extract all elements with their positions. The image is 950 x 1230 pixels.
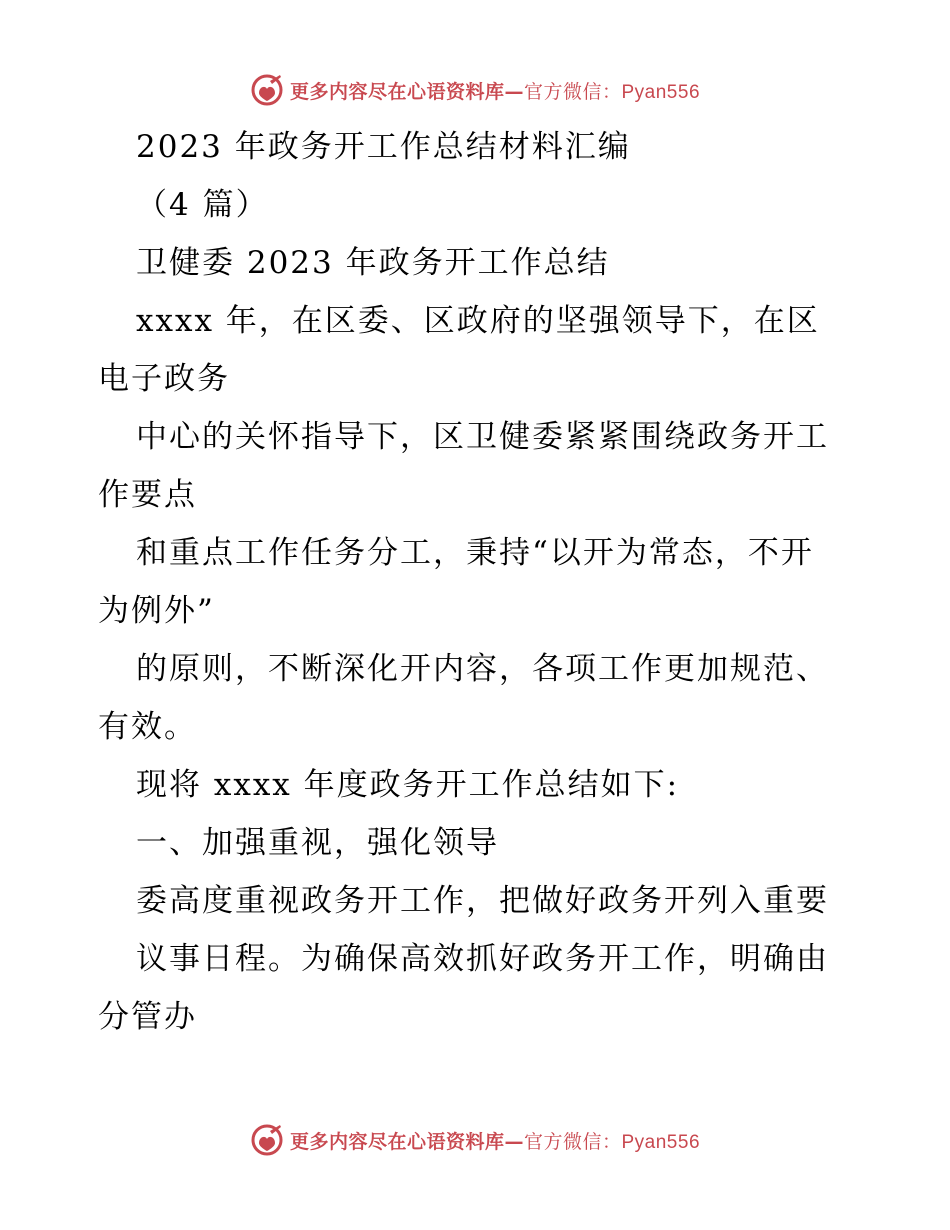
- document-title: 2023 年政务开工作总结材料汇编: [136, 129, 631, 165]
- heart-pen-logo-icon: [250, 1123, 284, 1157]
- body-line: 中心的关怀指导下，区卫健委紧紧围绕政务开工: [136, 419, 829, 455]
- watermark-wechat-id: Pyan556: [621, 81, 701, 103]
- body-line: 有效。: [98, 709, 197, 745]
- watermark-main-text: 更多内容尽在心语资料库: [289, 80, 505, 103]
- watermark-wechat-label: 官方微信：: [523, 1130, 622, 1153]
- footer-watermark-banner: [0, 1120, 950, 1160]
- body-line: 分管办: [98, 999, 197, 1035]
- body-line: 现将 xxxx 年度政务开工作总结如下:: [136, 767, 680, 803]
- body-line: 的原则，不断深化开内容，各项工作更加规范、: [136, 651, 829, 687]
- watermark-separator: —: [504, 1130, 524, 1153]
- body-line: 和重点工作任务分工，秉持“以开为常态，不开: [136, 535, 814, 571]
- watermark-main-text: 更多内容尽在心语资料库: [289, 1130, 505, 1153]
- header-watermark-banner: [0, 70, 950, 110]
- body-line: xxxx 年，在区委、区政府的坚强领导下，在区: [136, 303, 820, 339]
- section-heading: 一、加强重视，强化领导: [136, 825, 499, 861]
- body-line: 为例外”: [98, 593, 215, 629]
- watermark-wechat-label: 官方微信：: [523, 80, 622, 103]
- body-line: 电子政务: [98, 361, 230, 397]
- document-subtitle: （4 篇）: [136, 187, 269, 223]
- body-line: 议事日程。为确保高效抓好政务开工作，明确由: [136, 941, 829, 977]
- heart-pen-logo-icon: [250, 73, 284, 107]
- document-body: [98, 118, 858, 1046]
- body-line: 委高度重视政务开工作，把做好政务开列入重要: [136, 883, 829, 919]
- watermark-wechat-id: Pyan556: [621, 1131, 701, 1153]
- body-line: 作要点: [98, 477, 197, 513]
- section-title: 卫健委 2023 年政务开工作总结: [136, 245, 610, 281]
- watermark-separator: —: [504, 80, 524, 103]
